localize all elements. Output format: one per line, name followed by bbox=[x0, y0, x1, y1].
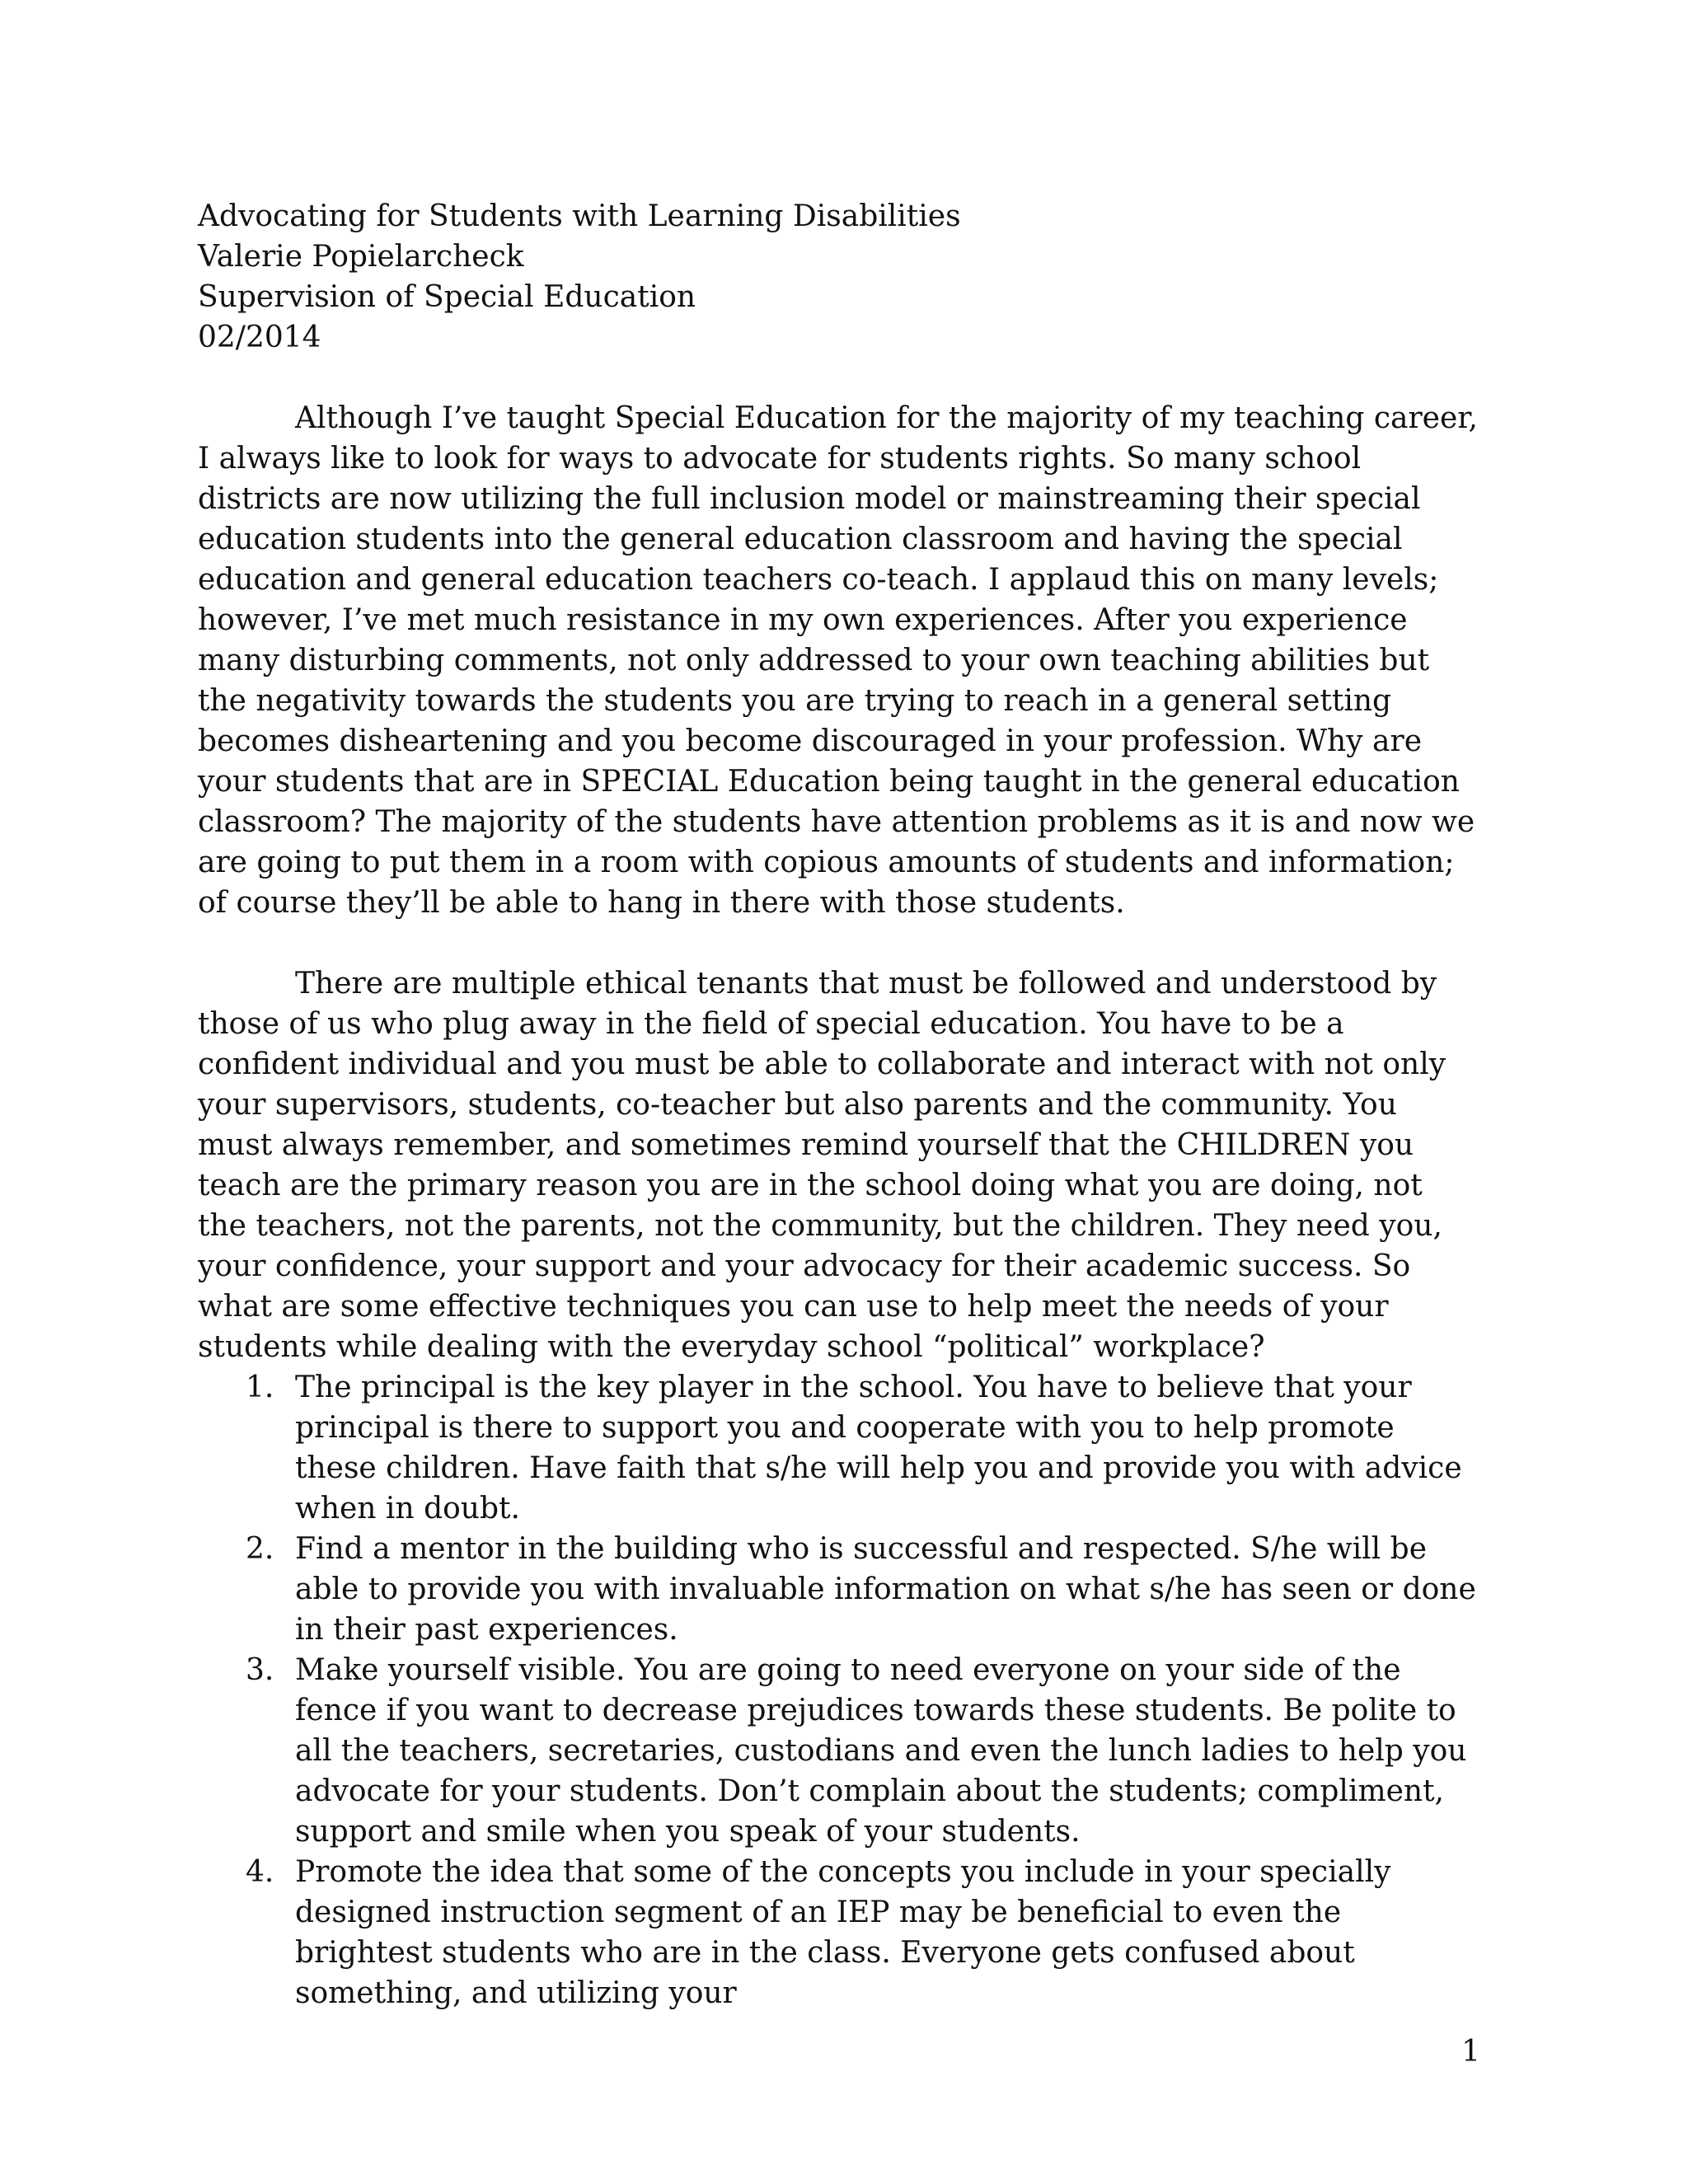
list-item-text: Make yourself visible. You are going to need everyone on your side of the fence if you want to decrease prejudices towards these students. Be polite to all the teachers, secretaries, custodians and even the lunch ladies to help you advocate for your students. Don’t complain about the students; compliment, support and smile when you speak of your students. bbox=[295, 1653, 1467, 1849]
body-paragraph-1: Although I’ve taught Special Education for the majority of my teaching career, I always like to look for ways to advocate for students rights. So many school districts are now utilizing the full inclusion model or mainstreaming their special education students into the general education classroom and having the special education and general education teachers co-teach. I applaud this on many levels; however, I’ve met much resistance in my own experiences. After you experience many disturbing comments, not only addressed to your own teaching abilities but the negativity towards the students you are trying to reach in a general setting becomes disheartening and you become discouraged in your profession. Why are your students that are in SPECIAL Education being taught in the general education classroom? The majority of the students have attention problems as it is and now we are going to put them in a room with copious amounts of students and information; of course they’ll be able to hang in there with those students. bbox=[198, 401, 1478, 920]
list-marker: 4. bbox=[246, 1855, 274, 1889]
list-item-text: Promote the idea that some of the concepts you include in your specially designed instruction segment of an IEP may be beneficial to even the brightest students who are in the class. Everyone gets confused about something, and utilizing your bbox=[295, 1855, 1391, 2010]
list-marker: 3. bbox=[246, 1653, 274, 1687]
list-item-1 bbox=[198, 1367, 1480, 1529]
document-content bbox=[198, 196, 1480, 2013]
document-date: 02/2014 bbox=[198, 321, 321, 354]
document-header bbox=[198, 196, 1480, 358]
list-item-3 bbox=[198, 1650, 1480, 1852]
list-item-2 bbox=[198, 1529, 1480, 1650]
list-item-text: Find a mentor in the building who is successful and respected. S/he will be able to provide you with invaluable information on what s/he has seen or done in their past experiences. bbox=[295, 1532, 1476, 1647]
list-marker: 2. bbox=[246, 1532, 274, 1566]
numbered-list bbox=[198, 1367, 1480, 2013]
list-item-4 bbox=[198, 1852, 1480, 2013]
list-marker: 1. bbox=[246, 1371, 274, 1404]
document-title: Advocating for Students with Learning Disabilities bbox=[198, 199, 961, 233]
course-name: Supervision of Special Education bbox=[198, 280, 696, 314]
list-item-text: The principal is the key player in the school. You have to believe that your principal is there to support you and cooperate with you to help promote these children. Have faith that s/he will help you and provide you with advice when in doubt. bbox=[295, 1371, 1462, 1526]
page-number: 1 bbox=[1461, 2035, 1480, 2069]
author-name: Valerie Popielarcheck bbox=[198, 240, 524, 274]
body-paragraph-2: There are multiple ethical tenants that must be followed and understood by those of us who plug away in the field of special education. You have to be a confident individual and you must be able to collaborate and interact with not only your supervisors, students, co-teacher but also parents and the community. You must always remember, and sometimes remind yourself that the CHILDREN you teach are the primary reason you are in the school doing what you are doing, not the teachers, not the parents, not the community, but the children. They need you, your confidence, your support and your advocacy for their academic success. So what are some effective techniques you can use to help meet the needs of your students while dealing with the everyday school “political” workplace? bbox=[198, 967, 1447, 1364]
